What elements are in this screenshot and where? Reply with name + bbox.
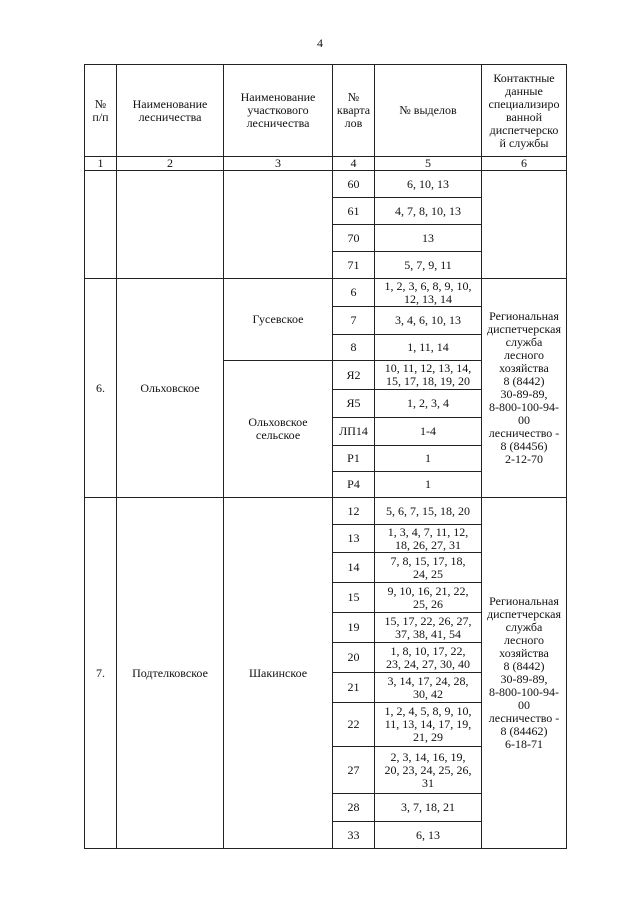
district-name: Ольховское сельское xyxy=(224,361,333,498)
allotments-cell: 5, 7, 9, 11 xyxy=(375,252,482,279)
allotments-cell: 3, 14, 17, 24, 28, 30, 42 xyxy=(375,673,482,703)
column-number: 5 xyxy=(375,157,482,171)
allotments-cell: 1, 11, 14 xyxy=(375,335,482,361)
allotments-cell: 6, 10, 13 xyxy=(375,171,482,198)
quarter-cell: 60 xyxy=(333,171,375,198)
contact-info: Региональная диспетчерская служба лесного хозяйства 8 (8442) 30-89-89, 8-800-100-94- 00 лесничество - 8 (84456) 2-12-70 xyxy=(482,279,567,498)
quarter-cell: 14 xyxy=(333,553,375,583)
allotments-cell: 4, 7, 8, 10, 13 xyxy=(375,198,482,225)
column-number-row xyxy=(85,157,567,171)
quarter-cell: 22 xyxy=(333,703,375,747)
district-name: Шакинское xyxy=(224,498,333,849)
column-number: 3 xyxy=(224,157,333,171)
allotments-cell: 2, 3, 14, 16, 19, 20, 23, 24, 25, 26, 31 xyxy=(375,747,482,794)
quarter-cell: Р1 xyxy=(333,446,375,472)
allotments-cell: 5, 6, 7, 15, 18, 20 xyxy=(375,498,482,525)
allotments-cell: 9, 10, 16, 21, 22, 25, 26 xyxy=(375,583,482,613)
quarter-cell: 7 xyxy=(333,307,375,335)
row-number: 6. xyxy=(85,279,117,498)
column-number: 1 xyxy=(85,157,117,171)
allotments-cell: 1, 2, 3, 6, 8, 9, 10, 12, 13, 14 xyxy=(375,279,482,307)
header-row xyxy=(85,65,567,157)
quarter-cell: 71 xyxy=(333,252,375,279)
header-forestry: Наименование лесничества xyxy=(117,65,224,157)
page-number: 4 xyxy=(317,36,323,50)
quarter-cell: Я2 xyxy=(333,361,375,390)
header-contacts: Контактные данные специализиро ванной диспетчерско й службы xyxy=(482,65,567,157)
allotments-cell: 1 xyxy=(375,472,482,498)
forestry-name: Подтелковское xyxy=(117,498,224,849)
quarter-cell: 27 xyxy=(333,747,375,794)
quarter-cell: 12 xyxy=(333,498,375,525)
quarter-cell: 20 xyxy=(333,643,375,673)
quarter-cell: 8 xyxy=(333,335,375,361)
column-number: 6 xyxy=(482,157,567,171)
empty-cell xyxy=(85,171,117,279)
row-number: 7. xyxy=(85,498,117,849)
quarter-cell: 19 xyxy=(333,613,375,643)
allotments-cell: 10, 11, 12, 13, 14, 15, 17, 18, 19, 20 xyxy=(375,361,482,390)
header-allotments: № выделов xyxy=(375,65,482,157)
quarter-cell: 13 xyxy=(333,525,375,553)
allotments-cell: 1-4 xyxy=(375,418,482,446)
quarter-cell: 28 xyxy=(333,794,375,822)
quarter-cell: ЛП14 xyxy=(333,418,375,446)
allotments-cell: 7, 8, 15, 17, 18, 24, 25 xyxy=(375,553,482,583)
district-name: Гусевское xyxy=(224,279,333,361)
quarter-cell: 70 xyxy=(333,225,375,252)
header-num: № п/п xyxy=(85,65,117,157)
table-row xyxy=(85,171,567,198)
contact-info: Региональная диспетчерская служба лесного хозяйства 8 (8442) 30-89-89, 8-800-100-94- 00 лесничество - 8 (84462) 6-18-71 xyxy=(482,498,567,849)
quarter-cell: 33 xyxy=(333,822,375,849)
allotments-cell: 3, 4, 6, 10, 13 xyxy=(375,307,482,335)
column-number: 4 xyxy=(333,157,375,171)
allotments-cell: 1, 8, 10, 17, 22, 23, 24, 27, 30, 40 xyxy=(375,643,482,673)
table-row xyxy=(85,498,567,525)
empty-cell xyxy=(224,171,333,279)
allotments-cell: 1 xyxy=(375,446,482,472)
allotments-cell: 1, 2, 3, 4 xyxy=(375,390,482,418)
allotments-cell: 13 xyxy=(375,225,482,252)
allotments-cell: 15, 17, 22, 26, 27, 37, 38, 41, 54 xyxy=(375,613,482,643)
quarter-cell: Р4 xyxy=(333,472,375,498)
empty-cell xyxy=(482,171,567,279)
allotments-cell: 6, 13 xyxy=(375,822,482,849)
empty-cell xyxy=(117,171,224,279)
column-number: 2 xyxy=(117,157,224,171)
quarter-cell: 6 xyxy=(333,279,375,307)
forestry-name: Ольховское xyxy=(117,279,224,498)
allotments-cell: 1, 3, 4, 7, 11, 12, 18, 26, 27, 31 xyxy=(375,525,482,553)
allotments-cell: 1, 2, 4, 5, 8, 9, 10, 11, 13, 14, 17, 19, 21, 29 xyxy=(375,703,482,747)
forestry-table xyxy=(84,64,567,849)
allotments-cell: 3, 7, 18, 21 xyxy=(375,794,482,822)
quarter-cell: 21 xyxy=(333,673,375,703)
quarter-cell: 61 xyxy=(333,198,375,225)
table-row xyxy=(85,279,567,307)
header-district: Наименование участкового лесничества xyxy=(224,65,333,157)
quarter-cell: Я5 xyxy=(333,390,375,418)
quarter-cell: 15 xyxy=(333,583,375,613)
header-quarter: № кварта лов xyxy=(333,65,375,157)
